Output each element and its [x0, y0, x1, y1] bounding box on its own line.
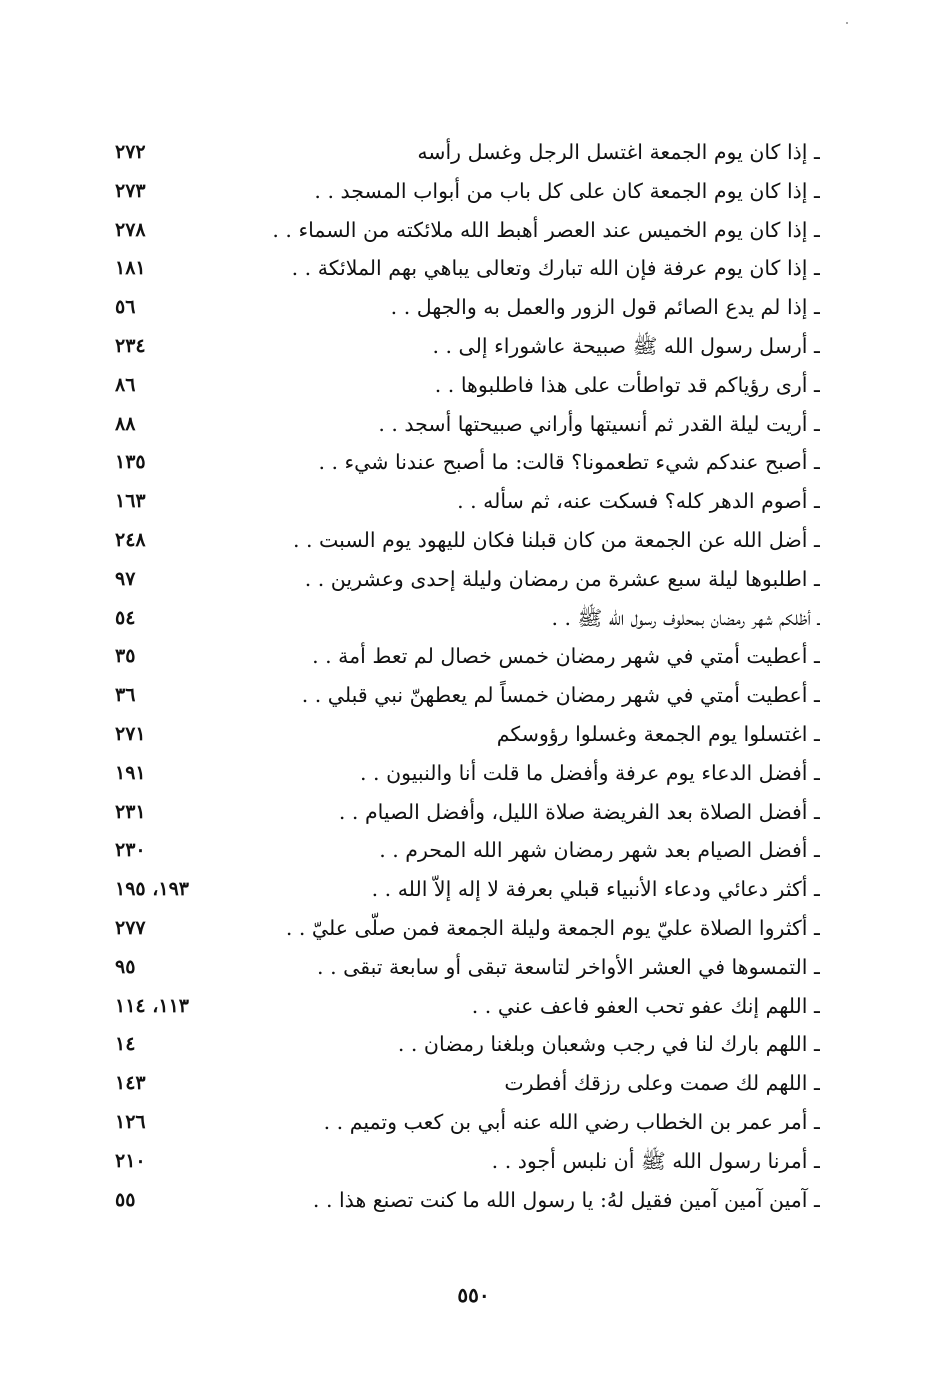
index-entry — [105, 793, 820, 832]
index-entry — [105, 1103, 820, 1142]
entry-text: ـ اغتسلوا يوم الجمعة وغسلوا رؤوسكم — [496, 721, 820, 746]
entry-page-number: ٢٧٨ — [115, 218, 146, 241]
entry-page-number: ٢٣٤ — [115, 334, 146, 357]
hadith-index-list — [105, 133, 820, 1219]
index-entry — [105, 443, 820, 482]
entry-text: ـ أفضل الصيام بعد شهر رمضان شهر الله المحرم . . — [379, 838, 820, 863]
entry-page-number: ٢٣١ — [115, 800, 146, 823]
entry-page-number: ٩٥ — [115, 955, 136, 978]
index-entry — [105, 211, 820, 250]
entry-text: ـ أظلكم شهر رمضان بمحلوف رسول الله ﷺ . . — [551, 605, 820, 630]
entry-page-number: ٨٨ — [115, 412, 136, 435]
entry-page-number: ١١٣، ١١٤ — [115, 994, 189, 1017]
index-entry — [105, 327, 820, 366]
entry-page-number: ٢٧٣ — [115, 179, 146, 202]
entry-text: ـ أعطيت أمتي في شهر رمضان خمساً لم يعطهنّ نبي قبلي . . — [301, 683, 820, 708]
index-entry — [105, 909, 820, 948]
index-entry — [105, 1025, 820, 1064]
entry-page-number: ٨٦ — [115, 373, 136, 396]
index-entry — [105, 831, 820, 870]
scan-speck — [846, 22, 848, 24]
index-entry — [105, 1064, 820, 1103]
entry-text: ـ أرسل رسول الله ﷺ صبيحة عاشوراء إلى . . — [432, 333, 820, 358]
index-entry — [105, 870, 820, 909]
index-entry — [105, 754, 820, 793]
entry-text: ـ أكثروا الصلاة عليّ يوم الجمعة وليلة الجمعة فمن صلّى عليّ . . — [285, 915, 820, 940]
index-entry — [105, 482, 820, 521]
index-entry — [105, 172, 820, 211]
entry-page-number: ٥٦ — [115, 296, 136, 319]
entry-page-number: ٣٥ — [115, 645, 136, 668]
entry-text: ـ أفضل الدعاء يوم عرفة وأفضل ما قلت أنا والنبيون . . — [360, 760, 820, 785]
entry-text: ـ أمرنا رسول الله ﷺ أن نلبس أجود . . — [491, 1148, 820, 1173]
entry-text: ـ آمين آمين آمين فقيل لهُ: يا رسول الله ما كنت تصنع هذا . . — [312, 1187, 820, 1212]
entry-text: ـ أريت ليلة القدر ثم أنسيتها وأراني صبيحتها أسجد . . — [378, 411, 820, 436]
entry-text: ـ أرى رؤياكم قد تواطأت على هذا فاطلبوها . . — [434, 372, 820, 397]
entry-page-number: ١٣٥ — [115, 451, 146, 474]
entry-text: ـ إذا كان يوم الجمعة كان على كل باب من أبواب المسجد . . — [314, 178, 820, 203]
index-entry — [105, 676, 820, 715]
entry-text: ـ اطلبوها ليلة سبع عشرة من رمضان وليلة إحدى وعشرين . . — [304, 566, 820, 591]
entry-page-number: ٥٤ — [115, 606, 136, 629]
entry-page-number: ٢١٠ — [115, 1149, 146, 1172]
index-entry — [105, 715, 820, 754]
index-entry — [105, 599, 820, 638]
entry-text: ـ أكثر دعائي ودعاء الأنبياء قبلي بعرفة لا إله إلاّ الله . . — [371, 877, 820, 902]
entry-page-number: ٥٥ — [115, 1188, 136, 1211]
entry-text: ـ اللهم إنك عفو تحب العفو فاعف عني . . — [471, 993, 820, 1018]
page-number: ٥٥٠ — [457, 1283, 490, 1307]
entry-text: ـ أمر عمر بن الخطاب رضي الله عنه أبي بن كعب وتميم . . — [323, 1109, 820, 1134]
index-entry — [105, 249, 820, 288]
index-entry — [105, 1142, 820, 1181]
index-entry — [105, 1181, 820, 1220]
entry-text: ـ اللهم بارك لنا في رجب وشعبان وبلغنا رمضان . . — [397, 1032, 820, 1057]
index-entry — [105, 560, 820, 599]
entry-text: ـ أفضل الصلاة بعد الفريضة صلاة الليل، وأفضل الصيام . . — [338, 799, 820, 824]
entry-text: ـ إذا لم يدع الصائم قول الزور والعمل به والجهل . . — [390, 295, 820, 320]
entry-text: ـ أصوم الدهر كله؟ فسكت عنه، ثم سأله . . — [457, 489, 820, 514]
index-entry — [105, 948, 820, 987]
entry-page-number: ١٤٣ — [115, 1072, 146, 1095]
entry-page-number: ٢٧٢ — [115, 141, 146, 163]
entry-text: ـ أعطيت أمتي في شهر رمضان خمس خصال لم تعط أمة . . — [312, 644, 820, 669]
entry-text: ـ إذا كان يوم الخميس عند العصر أهبط الله ملائكته من السماء . . — [272, 217, 820, 242]
entry-page-number: ١٨١ — [115, 257, 146, 280]
index-entry — [105, 405, 820, 444]
index-entry — [105, 366, 820, 405]
entry-text: ـ أصبح عندكم شيء تطعمونا؟ قالت: ما أصبح عندنا شيء . . — [318, 450, 820, 475]
entry-page-number: ٢٣٠ — [115, 839, 146, 862]
entry-page-number: ١٢٦ — [115, 1110, 146, 1133]
entry-page-number: ١٦٣ — [115, 490, 146, 513]
entry-page-number: ٩٧ — [115, 567, 136, 590]
entry-text: ـ اللهم لك صمت وعلى رزقك أفطرت — [504, 1071, 820, 1096]
entry-page-number: ٣٦ — [115, 684, 136, 707]
index-entry — [105, 288, 820, 327]
entry-page-number: ٢٤٨ — [115, 528, 146, 551]
entry-page-number: ٢٧٧ — [115, 916, 146, 939]
index-entry — [105, 987, 820, 1026]
index-entry — [105, 521, 820, 560]
entry-page-number: ١٤ — [115, 1033, 136, 1056]
entry-page-number: ٢٧١ — [115, 722, 146, 745]
entry-text: ـ التمسوها في العشر الأواخر لتاسعة تبقى أو سابعة تبقى . . — [317, 954, 820, 979]
entry-text: ـ أضل الله عن الجمعة من كان قبلنا فكان لليهود يوم السبت . . — [292, 527, 820, 552]
index-entry — [105, 637, 820, 676]
entry-text: ـ إذا كان يوم الجمعة اغتسل الرجل وغسل رأسه — [417, 140, 820, 164]
index-entry — [105, 133, 820, 172]
entry-page-number: ١٩٣، ١٩٥ — [115, 878, 189, 901]
entry-page-number: ١٩١ — [115, 761, 146, 784]
entry-text: ـ إذا كان يوم عرفة فإن الله تبارك وتعالى يباهي بهم الملائكة . . — [291, 256, 820, 281]
